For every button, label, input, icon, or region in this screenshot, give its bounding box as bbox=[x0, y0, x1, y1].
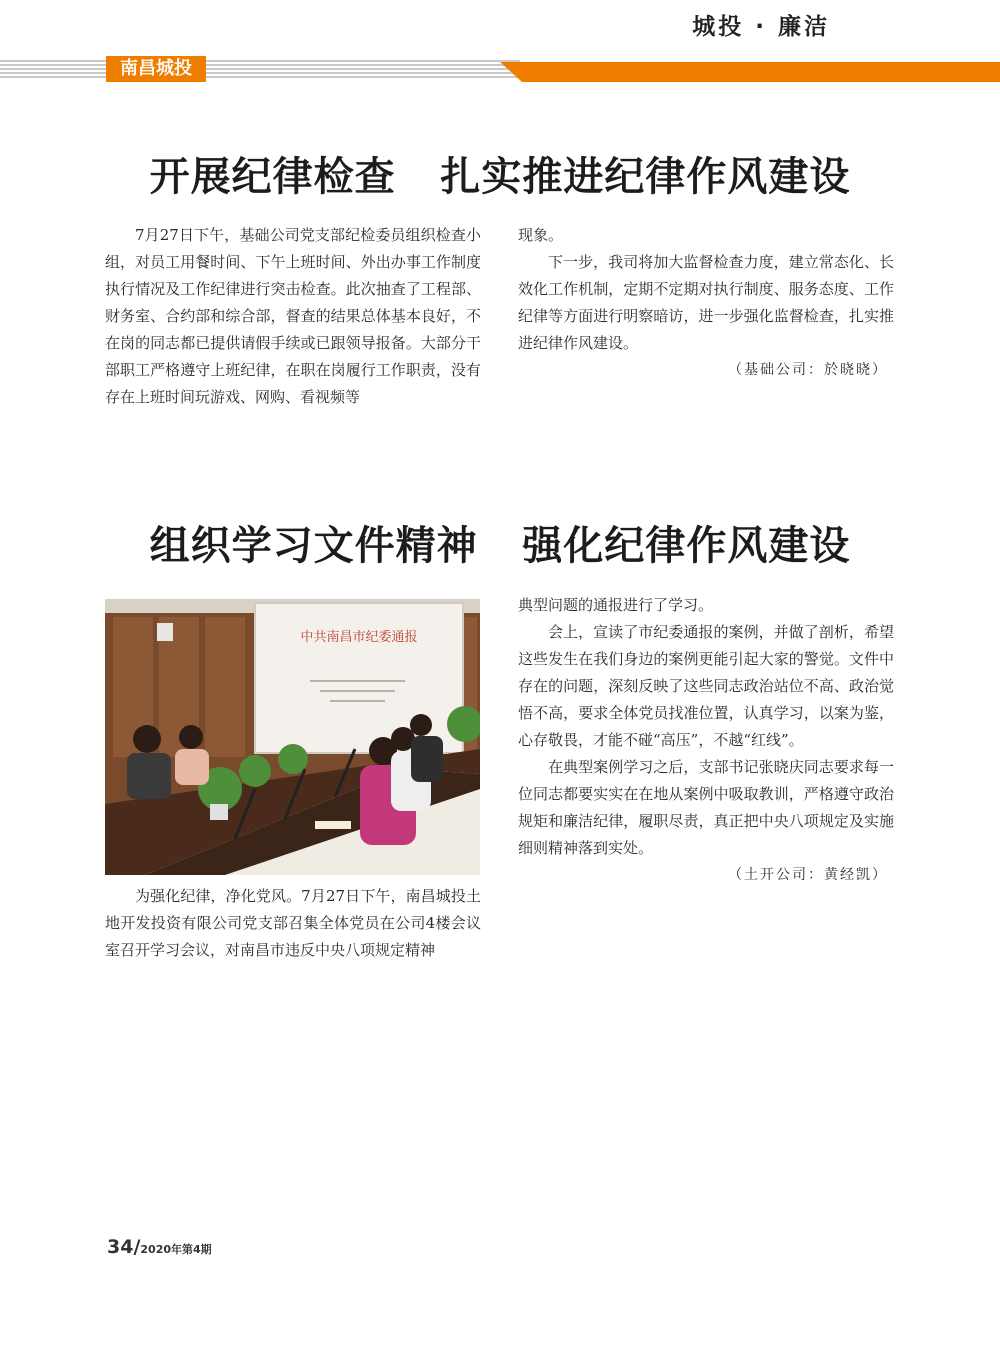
screen-heading: 中共南昌市纪委通报 bbox=[300, 630, 418, 645]
article1-continuation: 现象。 bbox=[518, 226, 564, 244]
header-stripes bbox=[0, 60, 520, 78]
article2-paragraph-1: 为强化纪律，净化党风。7月27日下午，南昌城投土地开发投资有限公司党支部召集全体党员在公司4楼会议室召开学习会议，对南昌市违反中央八项规定精神 bbox=[105, 887, 481, 959]
header-band bbox=[0, 56, 1000, 82]
article2-right-column bbox=[518, 592, 894, 889]
page-footer bbox=[107, 1236, 212, 1258]
article2-title: 组织学习文件精神 强化纪律作风建设 bbox=[149, 523, 851, 569]
page-number: 34/ bbox=[107, 1236, 141, 1258]
article2-left-column bbox=[105, 883, 481, 964]
article1-right-column bbox=[518, 222, 894, 384]
article1-left-column bbox=[105, 222, 481, 411]
article1-title: 开展纪律检查 扎实推进纪律作风建设 bbox=[149, 154, 851, 200]
article1-paragraph-2: 下一步，我司将加大监督检查力度，建立常态化、长效化工作机制，定期不定期对执行制度、服务态度、工作纪律等方面进行明察暗访，进一步强化监督检查，扎实推进纪律作风建设。 bbox=[518, 253, 894, 352]
issue-label: 2020年第4期 bbox=[140, 1243, 212, 1256]
meeting-photo bbox=[105, 599, 480, 875]
article2-continuation: 典型问题的通报进行了学习。 bbox=[518, 596, 714, 614]
article1-paragraph-1: 7月27日下午，基础公司党支部纪检委员组织检查小组，对员工用餐时间、下午上班时间、外出办事工作制度执行情况及工作纪律进行突击检查。此次抽查了工程部、财务室、合约部和综合部，督查的结果总体基本良好，不在岗的同志都已提供请假手续或已跟领导报备。大部分干部职工严格遵守上班纪律，在职在岗履行工作职责，没有存在上班时间玩游戏、网购、看视频等 bbox=[105, 226, 481, 406]
brand-tag: 南昌城投 bbox=[106, 56, 206, 82]
article1-byline: （基础公司：於晓晓） bbox=[728, 362, 888, 378]
article2-paragraph-2: 会上，宣读了市纪委通报的案例，并做了剖析，希望这些发生在我们身边的案例更能引起大家的警觉。文件中存在的问题，深刻反映了这些同志政治站位不高、政治觉悟不高，要求全体党员找准位置，认真学习，以案为鉴，心存敬畏，才能不碰“高压”，不越“红线”。 bbox=[518, 623, 894, 749]
article2-paragraph-3: 在典型案例学习之后，支部书记张晓庆同志要求每一位同志都要实实在在地从案例中吸取教训，严格遵守政治规矩和廉洁纪律，履职尽责，真正把中央八项规定及实施细则精神落到实处。 bbox=[518, 758, 894, 857]
header-orange-bar bbox=[500, 62, 1000, 82]
meeting-photo-illustration bbox=[105, 599, 480, 875]
section-title: 城投 · 廉洁 bbox=[692, 14, 830, 40]
article2-byline: （土开公司：黄经凯） bbox=[728, 867, 888, 883]
